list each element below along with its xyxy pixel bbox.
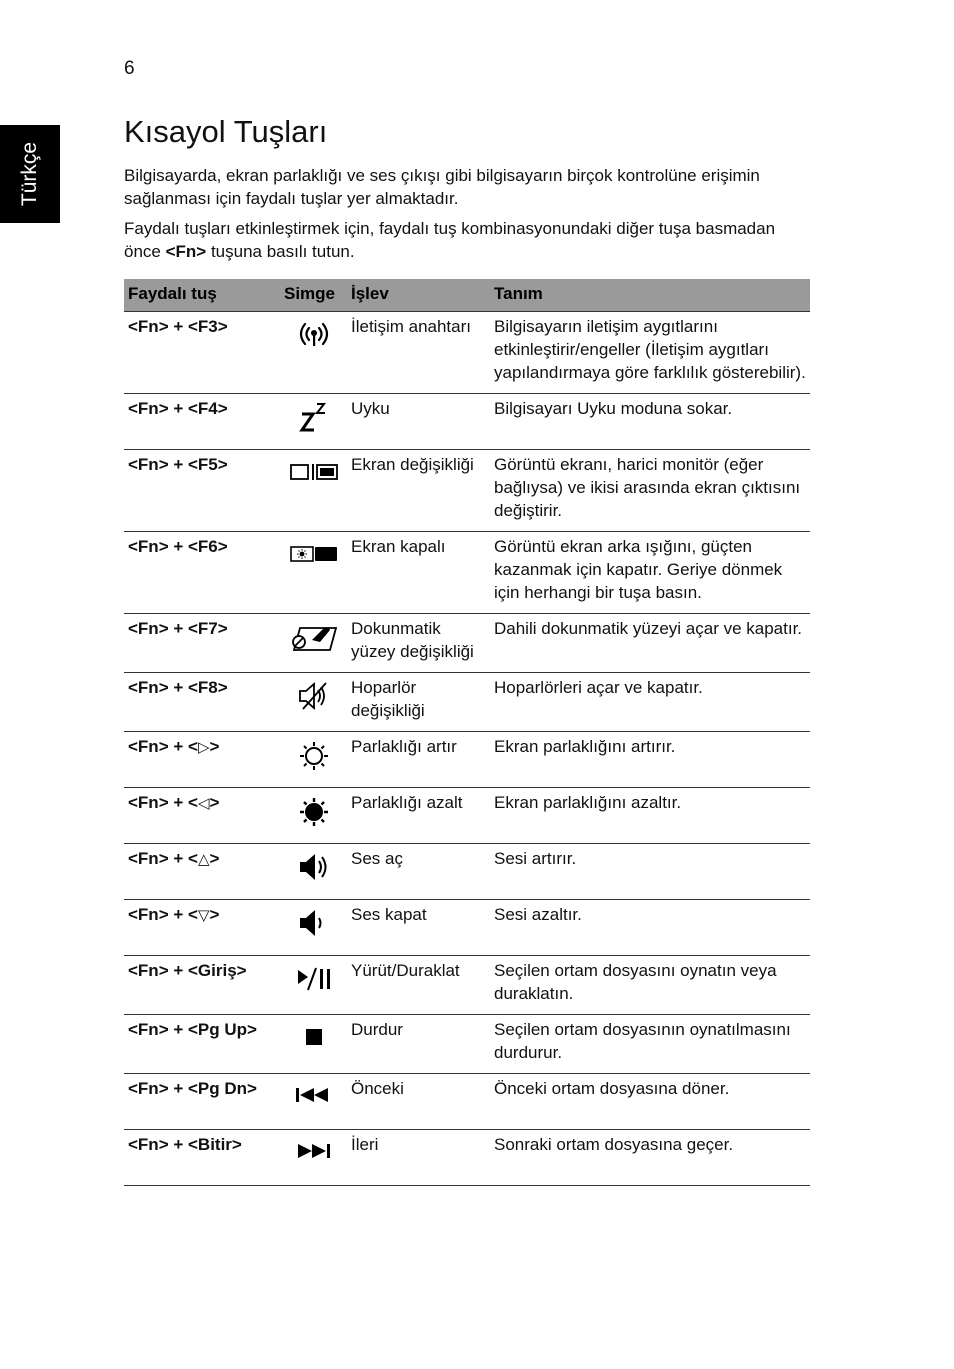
row-description: Önceki ortam dosyasına döner. xyxy=(490,1074,810,1130)
row-function: Yürüt/Duraklat xyxy=(347,956,490,1015)
play-pause-icon xyxy=(286,962,342,996)
row-function: Durdur xyxy=(347,1015,490,1074)
row-key-suffix: > xyxy=(209,849,220,868)
intro-fn-key: <Fn> xyxy=(165,242,207,261)
table-row xyxy=(124,312,810,394)
display-toggle-icon xyxy=(286,456,342,490)
row-key-prefix: <Fn> + < xyxy=(128,905,198,924)
row-key xyxy=(124,900,280,956)
row-function: Ekran kapalı xyxy=(347,532,490,614)
row-key xyxy=(124,732,280,788)
row-key-prefix: <Fn> + < xyxy=(128,737,198,756)
table-row xyxy=(124,732,810,788)
speaker-toggle-icon xyxy=(286,679,342,713)
intro-paragraph-1: Bilgisayarda, ekran parlaklığı ve ses çıkışı gibi bilgisayarın birçok kontrolüne erişimin sağlanması için faydalı tuşlar yer almaktadır. xyxy=(124,166,760,208)
row-key: <Fn> + <F3> xyxy=(124,312,280,394)
row-key xyxy=(124,844,280,900)
row-function: Ekran değişikliği xyxy=(347,450,490,532)
row-key: <Fn> + <F4> xyxy=(124,394,280,450)
display-off-icon xyxy=(286,538,342,572)
row-description: Bilgisayarın iletişim aygıtlarını etkinleştirir/engeller (İletişim aygıtları yapılandırmaya göre farklılık gösterebilir). xyxy=(490,312,810,394)
language-tab xyxy=(0,125,60,223)
table-row xyxy=(124,614,810,673)
table-row xyxy=(124,1074,810,1130)
intro-paragraph-2-tail: tuşuna basılı tutun. xyxy=(206,242,355,261)
row-key: <Fn> + <Pg Up> xyxy=(124,1015,280,1074)
table-row xyxy=(124,532,810,614)
intro-paragraph-2 xyxy=(124,217,814,263)
language-tab-label: Türkçe xyxy=(18,141,41,207)
row-description: Dahili dokunmatik yüzeyi açar ve kapatır. xyxy=(490,614,810,673)
row-function: Önceki xyxy=(347,1074,490,1130)
row-key: <Fn> + <F8> xyxy=(124,673,280,732)
table-row xyxy=(124,1015,810,1074)
table-row xyxy=(124,788,810,844)
table-header-row xyxy=(124,279,810,312)
row-function: Uyku xyxy=(347,394,490,450)
brightness-down-icon xyxy=(286,794,342,828)
row-function: İletişim anahtarı xyxy=(347,312,490,394)
row-key-suffix: > xyxy=(209,793,220,812)
table-row xyxy=(124,450,810,532)
row-function: Parlaklığı artır xyxy=(347,732,490,788)
row-key-prefix: <Fn> + < xyxy=(128,849,198,868)
row-function: Parlaklığı azalt xyxy=(347,788,490,844)
header-icon: Simge xyxy=(280,279,347,312)
row-description: Sesi azaltır. xyxy=(490,900,810,956)
right-arrow-key-glyph: ▷ xyxy=(197,739,210,756)
intro-paragraph-2-text: Faydalı tuşları etkinleştirmek için, faydalı tuş kombinasyonundaki diğer tuşa basmadan önce xyxy=(124,219,776,261)
row-key-suffix: > xyxy=(209,905,220,924)
down-arrow-key-glyph: ▽ xyxy=(197,907,210,924)
shortcut-table xyxy=(124,279,810,1186)
up-arrow-key-glyph: △ xyxy=(197,851,210,868)
row-function: Ses aç xyxy=(347,844,490,900)
row-description: Hoparlörleri açar ve kapatır. xyxy=(490,673,810,732)
table-row xyxy=(124,956,810,1015)
row-key: <Fn> + <F5> xyxy=(124,450,280,532)
previous-icon xyxy=(286,1080,342,1114)
row-key: <Fn> + <Giriş> xyxy=(124,956,280,1015)
row-description: Görüntü ekran arka ışığını, güçten kazanmak için kapatır. Geriye dönmek için herhangi bir tuşa basın. xyxy=(490,532,810,614)
row-function: Hoparlör değişikliği xyxy=(347,673,490,732)
table-row xyxy=(124,900,810,956)
row-description: Sonraki ortam dosyasına geçer. xyxy=(490,1130,810,1186)
left-arrow-key-glyph: ◁ xyxy=(197,795,210,812)
table-row xyxy=(124,673,810,732)
table-row xyxy=(124,1130,810,1186)
row-description: Sesi artırır. xyxy=(490,844,810,900)
volume-up-icon xyxy=(286,850,342,884)
header-function: İşlev xyxy=(347,279,490,312)
row-key-prefix: <Fn> + < xyxy=(128,793,198,812)
page-number: 6 xyxy=(124,58,135,79)
row-key: <Fn> + <F6> xyxy=(124,532,280,614)
touchpad-toggle-icon xyxy=(286,620,342,654)
sleep-icon xyxy=(286,400,342,434)
row-description: Bilgisayarı Uyku moduna sokar. xyxy=(490,394,810,450)
row-description: Seçilen ortam dosyasının oynatılmasını durdurur. xyxy=(490,1015,810,1074)
header-key: Faydalı tuş xyxy=(124,279,280,312)
row-description: Ekran parlaklığını azaltır. xyxy=(490,788,810,844)
row-function: Dokunmatik yüzey değişikliği xyxy=(347,614,490,673)
header-description: Tanım xyxy=(490,279,810,312)
row-key xyxy=(124,788,280,844)
row-description: Seçilen ortam dosyasını oynatın veya duraklatın. xyxy=(490,956,810,1015)
row-key: <Fn> + <F7> xyxy=(124,614,280,673)
row-description: Ekran parlaklığını artırır. xyxy=(490,732,810,788)
stop-icon xyxy=(286,1021,342,1055)
row-key-suffix: > xyxy=(209,737,220,756)
volume-down-icon xyxy=(286,906,342,940)
page-title: Kısayol Tuşları xyxy=(124,114,328,149)
row-function: İleri xyxy=(347,1130,490,1186)
row-key: <Fn> + <Pg Dn> xyxy=(124,1074,280,1130)
table-row xyxy=(124,394,810,450)
table-row xyxy=(124,844,810,900)
row-function: Ses kapat xyxy=(347,900,490,956)
wireless-icon xyxy=(286,318,342,352)
row-key: <Fn> + <Bitir> xyxy=(124,1130,280,1186)
brightness-up-icon xyxy=(286,738,342,772)
row-description: Görüntü ekranı, harici monitör (eğer bağlıysa) ve ikisi arasında ekran çıktısını değiştirir. xyxy=(490,450,810,532)
next-icon xyxy=(286,1136,342,1170)
